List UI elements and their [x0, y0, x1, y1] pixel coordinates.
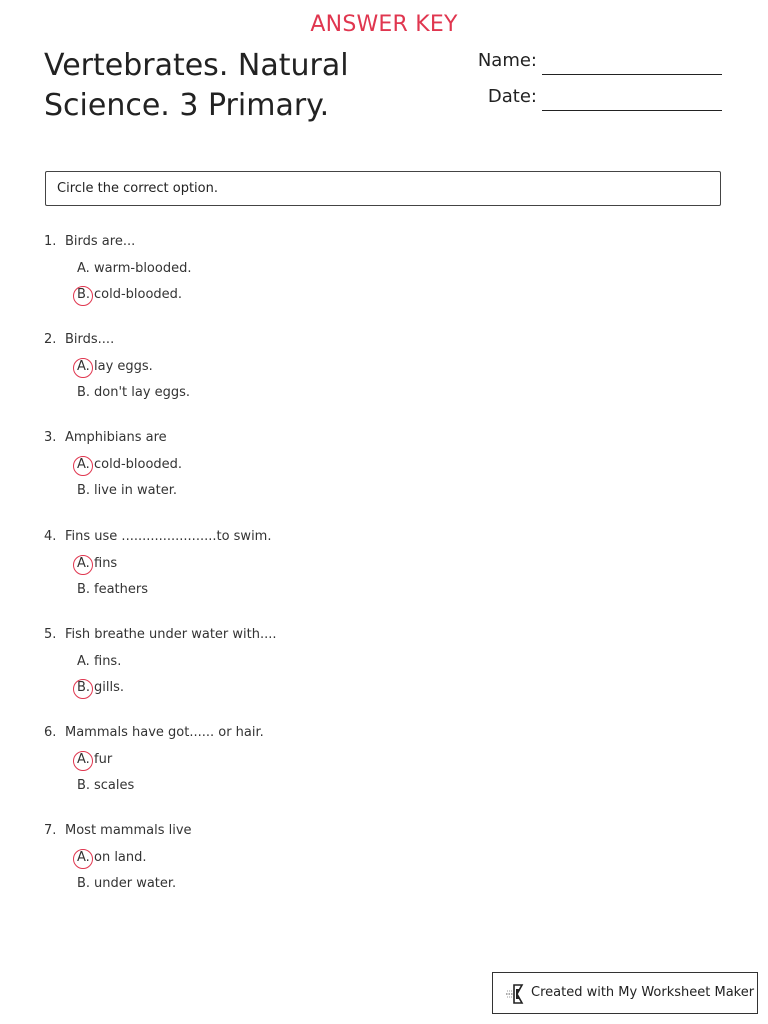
date-label: Date:: [487, 86, 537, 107]
question-text: Birds are...: [65, 234, 136, 249]
option-letter: A.: [77, 261, 90, 276]
answer-option[interactable]: [77, 680, 124, 695]
instructions-box: Circle the correct option.: [45, 171, 721, 206]
option-text: feathers: [94, 582, 148, 597]
option-letter: B.: [77, 385, 91, 400]
question-7: [44, 823, 644, 893]
answer-option[interactable]: [77, 287, 182, 302]
answer-option[interactable]: [77, 556, 117, 571]
option-text: live in water.: [94, 483, 178, 498]
option-text: scales: [94, 778, 135, 793]
circled-option-letter: A.: [77, 752, 94, 767]
question-number: 3.: [44, 430, 57, 445]
question-4: [44, 529, 644, 599]
question-text: Mammals have got...... or hair.: [65, 725, 264, 740]
question-text: Fish breathe under water with....: [65, 627, 277, 642]
answer-option[interactable]: [77, 752, 112, 767]
option-text: on land.: [94, 850, 147, 865]
answer-option[interactable]: [77, 582, 148, 597]
question-number: 2.: [44, 332, 57, 347]
option-letter: A.: [77, 654, 90, 669]
option-text: under water.: [94, 876, 177, 891]
answer-option[interactable]: [77, 261, 191, 276]
question-text: Birds....: [65, 332, 115, 347]
question-3: [44, 430, 644, 500]
option-text: fur: [94, 752, 113, 767]
option-text: don't lay eggs.: [94, 385, 191, 400]
circled-option-letter: B.: [77, 680, 94, 695]
footer-text: Created with My Worksheet Maker: [531, 985, 755, 1000]
option-text: gills.: [94, 680, 124, 695]
option-letter: B.: [77, 582, 91, 597]
answer-option[interactable]: [77, 359, 153, 374]
option-text: warm-blooded.: [94, 261, 192, 276]
circled-option-letter: B.: [77, 287, 94, 302]
footer-badge[interactable]: [492, 972, 758, 1014]
answer-option[interactable]: [77, 385, 190, 400]
question-5: [44, 627, 644, 697]
answer-option[interactable]: [77, 778, 134, 793]
question-number: 7.: [44, 823, 57, 838]
name-line[interactable]: [542, 74, 722, 75]
answer-option[interactable]: [77, 457, 182, 472]
question-2: [44, 332, 644, 402]
circled-option-letter: A.: [77, 556, 94, 571]
option-text: fins.: [94, 654, 122, 669]
circled-option-letter: A.: [77, 457, 94, 472]
question-number: 4.: [44, 529, 57, 544]
option-letter: B.: [77, 876, 91, 891]
answer-key-heading: ANSWER KEY: [310, 12, 458, 37]
answer-option[interactable]: [77, 850, 147, 865]
worksheet-title: Vertebrates. Natural Science. 3 Primary.: [44, 48, 349, 123]
question-text: Fins use .......................to swim.: [65, 529, 272, 544]
name-label: Name:: [477, 50, 537, 71]
question-6: [44, 725, 644, 795]
worksheet-maker-logo-icon: [505, 983, 527, 1005]
option-letter: B.: [77, 483, 91, 498]
option-letter: B.: [77, 778, 91, 793]
question-number: 5.: [44, 627, 57, 642]
option-text: lay eggs.: [94, 359, 153, 374]
answer-option[interactable]: [77, 654, 121, 669]
answer-option[interactable]: [77, 876, 176, 891]
question-number: 6.: [44, 725, 57, 740]
option-text: cold-blooded.: [94, 287, 183, 302]
answer-option[interactable]: [77, 483, 177, 498]
question-text: Most mammals live: [65, 823, 192, 838]
circled-option-letter: A.: [77, 359, 94, 374]
option-text: cold-blooded.: [94, 457, 183, 472]
question-number: 1.: [44, 234, 57, 249]
date-line[interactable]: [542, 110, 722, 111]
question-text: Amphibians are: [65, 430, 167, 445]
option-text: fins: [94, 556, 118, 571]
question-1: [44, 234, 644, 304]
circled-option-letter: A.: [77, 850, 94, 865]
